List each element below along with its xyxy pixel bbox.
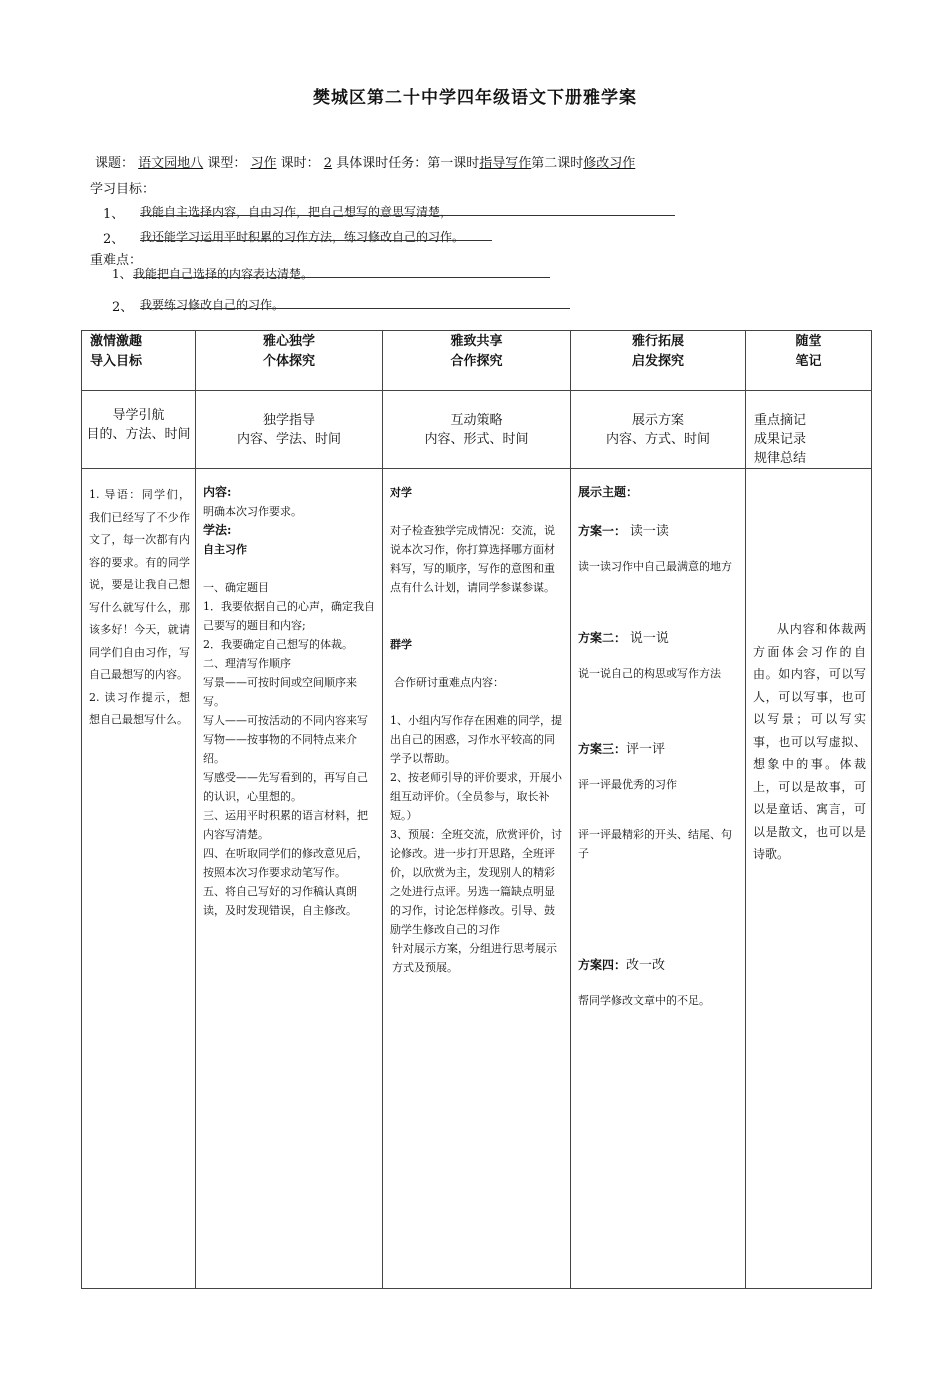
hours-label: 课时： xyxy=(280,156,320,171)
group-study-closing: 针对展示方案，分组进行思考展示方式及预展。 xyxy=(392,942,557,974)
key-point-number: 2、 xyxy=(112,300,134,315)
method-label: 学法: xyxy=(203,523,232,537)
topic-label: 课题： xyxy=(95,156,135,171)
subheader-line: 导学引航 xyxy=(112,408,165,423)
subheader-line: 规律总结 xyxy=(754,451,807,466)
theme-label: 展示主题： xyxy=(578,485,639,499)
header-line: 雅行拓展 xyxy=(631,334,684,349)
task2-label: 第二课时 xyxy=(531,156,584,171)
goal-underline xyxy=(140,240,492,241)
plan-1 xyxy=(578,521,740,542)
subheader-line: 重点摘记 xyxy=(754,413,807,428)
goal-underline xyxy=(140,215,675,216)
key-point-underline xyxy=(133,277,550,278)
plan-title: 读一读 xyxy=(629,524,669,539)
subheader-line: 内容、学法、时间 xyxy=(236,432,341,447)
header-line: 雅心独学 xyxy=(262,334,315,349)
plan-4 xyxy=(578,955,740,976)
plan-text: 评一评最优秀的习作 xyxy=(578,778,677,791)
subheader-cell xyxy=(746,391,872,469)
header-line: 个体探究 xyxy=(262,354,315,369)
guide-line: 一、确定题目 xyxy=(203,581,269,594)
subheader-cell xyxy=(571,391,746,469)
key-point-number: 1、 xyxy=(112,267,132,281)
type-value: 习作 xyxy=(250,156,277,171)
notes-text: 从内容和体裁两方面体会习作的自由。如内容，可以写人，可以写事，也可以写景；可以写实事，也可以写虚拟、想象中的事。体裁上，可以是故事，可以是童话、寓言，可以是散文，也可以是诗歌。 xyxy=(753,622,866,861)
goal-text: 我能自主选择内容，自由习作，把自己想写的意思写清楚， xyxy=(140,205,453,219)
guide-line: 三、运用平时积累的语言材料，把内容写清楚。 xyxy=(203,809,368,841)
goal-number: 2、 xyxy=(103,232,125,247)
header-line: 启发探究 xyxy=(631,354,684,369)
header-cell xyxy=(746,331,872,391)
guide-line: 五、将自己写好的习作稿认真朗读，及时发现错误，自主修改。 xyxy=(203,885,357,917)
task2-value: 修改习作 xyxy=(583,156,636,171)
subheader-line: 独学指导 xyxy=(262,413,315,428)
method-text: 自主习作 xyxy=(203,543,247,556)
plan-label: 方案二： xyxy=(578,631,627,645)
goal-text: 我还能学习运用平时积累的习作方法，练习修改自己的习作。 xyxy=(140,230,465,244)
plan-text: 帮同学修改文章中的不足。 xyxy=(578,994,710,1007)
lesson-plan-table xyxy=(81,330,872,1289)
intro-paragraph: 2. 读习作提示，想想自己最想写什么。 xyxy=(89,690,190,726)
cooperation-cell xyxy=(383,469,571,1289)
type-label: 课型： xyxy=(207,156,247,171)
key-point-text: 我要练习修改自己的习作。 xyxy=(140,298,285,312)
page-title: 樊城区第二十中学四年级语文下册雅学案 xyxy=(313,88,637,108)
intro-paragraph: 1. 导语：同学们，我们已经写了不少作文了，每一次都有内容的要求。有的同学说，要是让我自己想写什么就写什么，那该多好！今天，就请同学们自由习作，写自己最想写的内容。 xyxy=(89,488,190,681)
plan-text: 说一说自己的构思或写作方法 xyxy=(578,667,721,680)
plan-label: 方案一： xyxy=(578,524,627,538)
subheader-line: 展示方案 xyxy=(631,413,684,428)
header-line: 合作探究 xyxy=(450,354,503,369)
plan-2 xyxy=(578,628,740,649)
topic-value: 语文园地八 xyxy=(138,156,204,171)
goals-label: 学习目标： xyxy=(90,182,156,197)
subheader-line: 内容、形式、时间 xyxy=(424,432,529,447)
header-line: 激情激趣 xyxy=(90,334,143,349)
plan-title: 评一评 xyxy=(626,742,666,757)
intro-cell xyxy=(82,469,196,1289)
subheader-row xyxy=(82,391,872,469)
subheader-cell xyxy=(196,391,383,469)
plan-text: 读一读习作中自己最满意的地方 xyxy=(578,560,732,573)
guide-line: 2．我要确定自己想写的体裁。 xyxy=(203,638,353,651)
guide-line: 1．我要依据自己的心声，确定我自己要写的题目和内容; xyxy=(203,600,375,632)
content-label: 内容: xyxy=(203,485,232,499)
key-point-underline xyxy=(140,308,570,309)
header-line: 随堂 xyxy=(795,334,822,349)
subheader-line: 内容、方式、时间 xyxy=(605,432,710,447)
hours-value: 2 xyxy=(323,156,333,171)
plan-title: 改一改 xyxy=(626,958,666,973)
pair-study-text: 对子检查独学完成情况：交流，说说本次习作，你打算选择哪方面材料写，写的顺序，写作的意图和重点有什么计划，请同学参谋参谋。 xyxy=(390,524,555,594)
goal-number: 1、 xyxy=(103,207,125,222)
presentation-cell xyxy=(571,469,746,1289)
guide-line: 四、在听取同学们的修改意见后，按照本次习作要求动笔写作。 xyxy=(203,847,368,879)
plan-label: 方案三： xyxy=(578,742,627,756)
subheader-line: 成果记录 xyxy=(754,432,807,447)
header-cell xyxy=(571,331,746,391)
header-line: 笔记 xyxy=(795,354,822,369)
subheader-line: 目的、方法、时间 xyxy=(86,427,191,442)
group-study-intro: 合作研讨重难点内容： xyxy=(394,676,504,689)
key-point-text: 我能把自己选择的内容表达清楚。 xyxy=(133,267,314,281)
guide-line: 写感受——先写看到的，再写自己的认识，心里想的。 xyxy=(203,771,368,803)
content-row xyxy=(82,469,872,1289)
group-study-item: 2、按老师引导的评价要求，开展小组互动评价。（全员参与，取长补短。） xyxy=(390,771,562,822)
header-cell xyxy=(196,331,383,391)
subheader-cell xyxy=(82,391,196,469)
guide-line: 写物——按事物的不同特点来介绍。 xyxy=(203,733,357,765)
header-cell xyxy=(383,331,571,391)
header-cell xyxy=(82,331,196,391)
plan-text: 评一评最精彩的开头、结尾、句子 xyxy=(578,828,732,860)
group-study-item: 1、小组内写作存在困难的同学，提出自己的困惑，习作水平较高的同学予以帮助。 xyxy=(390,714,562,765)
guide-line: 写景——可按时间或空间顺序来写。 xyxy=(203,676,357,708)
content-text: 明确本次习作要求。 xyxy=(203,505,302,518)
header-row xyxy=(82,331,872,391)
group-study-label: 群学 xyxy=(390,638,412,651)
subheader-cell xyxy=(383,391,571,469)
pair-study-label: 对学 xyxy=(390,486,412,499)
self-study-cell xyxy=(196,469,383,1289)
subheader-line: 互动策略 xyxy=(450,413,503,428)
plan-title: 说一说 xyxy=(629,631,669,646)
plan-label: 方案四： xyxy=(578,958,627,972)
task1-value: 指导写作 xyxy=(479,156,532,171)
guide-line: 写人——可按活动的不同内容来写 xyxy=(203,714,368,727)
key-points-label: 重难点： xyxy=(90,253,143,268)
plan-3 xyxy=(578,739,740,760)
header-line: 导入目标 xyxy=(90,354,143,369)
guide-line: 二、理清写作顺序 xyxy=(203,657,291,670)
notes-cell xyxy=(746,469,872,1289)
group-study-item: 3、预展：全班交流，欣赏评价，讨论修改。进一步打开思路，全班评价，以欣赏为主，发现别人的精彩之处进行点评。另选一篇缺点明显的习作，讨论怎样修改。引导、鼓励学生修改自己的习作 xyxy=(390,828,562,936)
tasks-label: 具体课时任务：第一课时 xyxy=(336,156,480,171)
course-info-line xyxy=(95,152,635,171)
header-line: 雅致共享 xyxy=(450,334,503,349)
